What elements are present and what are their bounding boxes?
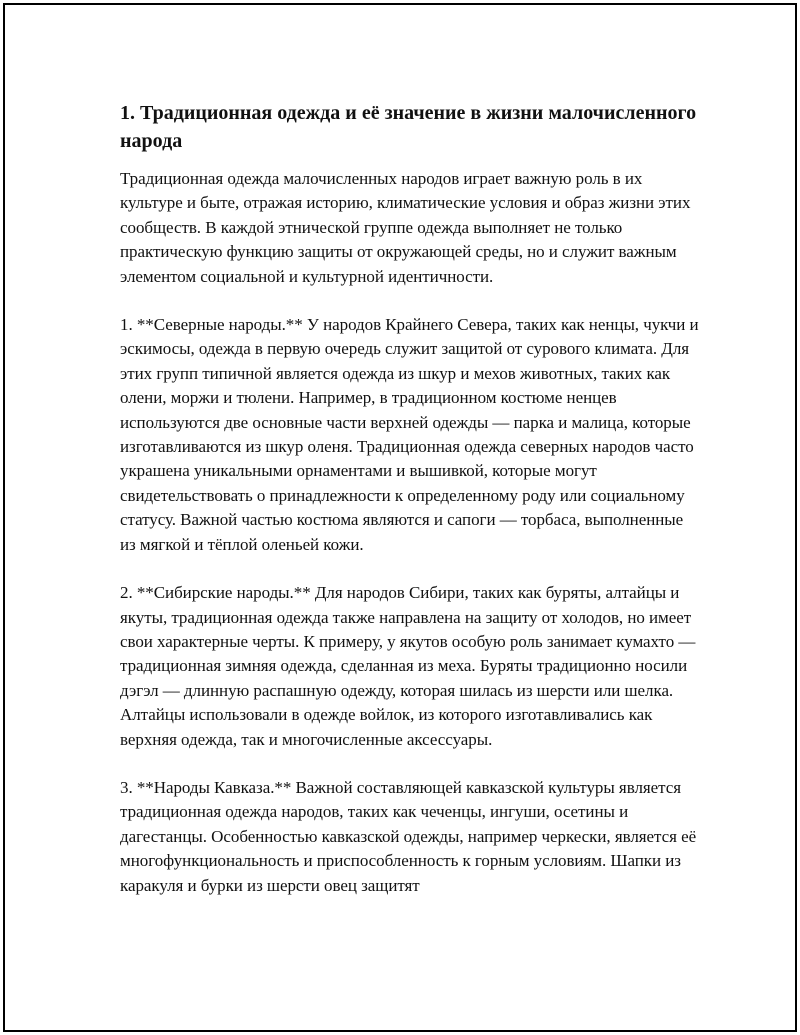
intro-paragraph: Традиционная одежда малочисленных народов играет важную роль в их культуре и быте, отражая историю, климатические условия и образ жизни этих сообществ. В каждой этнической группе одежда выполняет не только практическую функцию защиты от окружающей среды, но и служит важным элементом социальной и культурной идентичности. bbox=[120, 169, 691, 286]
paragraph-siberian-peoples: 2. **Сибирские народы.** Для народов Сибири, таких как буряты, алтайцы и якуты, традиционная одежда также направлена на защиту от холодов, но имеет свои характерные черты. К примеру, у якутов особую роль занимает кумахто — традиционная зимняя одежда, сделанная из меха. Буряты традиционно носили дэгэл — длинную распашную одежду, которая шилась из шерсти или шелка. Алтайцы использовали в одежде войлок, из которого изготавливались как верхняя одежда, так и многочисленные аксессуары. bbox=[120, 583, 696, 749]
section-title: 1. Традиционная одежда и её значение в жизни малочисленного народа bbox=[120, 102, 697, 152]
page-frame bbox=[3, 3, 797, 1032]
document-body bbox=[120, 99, 700, 898]
paragraph-northern-peoples: 1. **Северные народы.** У народов Крайнего Севера, таких как ненцы, чукчи и эскимосы, одежда в первую очередь служит защитой от сурового климата. Для этих групп типичной является одежда из шкур и мехов животных, таких как олени, моржи и тюлени. Например, в традиционном костюме ненцев используются две основные части верхней одежды — парка и малица, которые изготавливаются из шкур оленя. Традиционная одежда северных народов часто украшена уникальными орнаментами и вышивкой, которые могут свидетельствовать о принадлежности к определенному роду или социальному статусу. Важной частью костюма являются и сапоги — торбаса, выполненные из мягкой и тёплой оленьей кожи. bbox=[120, 315, 699, 554]
paragraph-caucasus-peoples: 3. **Народы Кавказа.** Важной составляющей кавказской культуры является традиционная одежда народов, таких как чеченцы, ингуши, осетины и дагестанцы. Особенностью кавказской одежды, например черкески, является её многофункциональность и приспособленность к горным условиям. Шапки из каракуля и бурки из шерсти овец защитят bbox=[120, 777, 697, 895]
